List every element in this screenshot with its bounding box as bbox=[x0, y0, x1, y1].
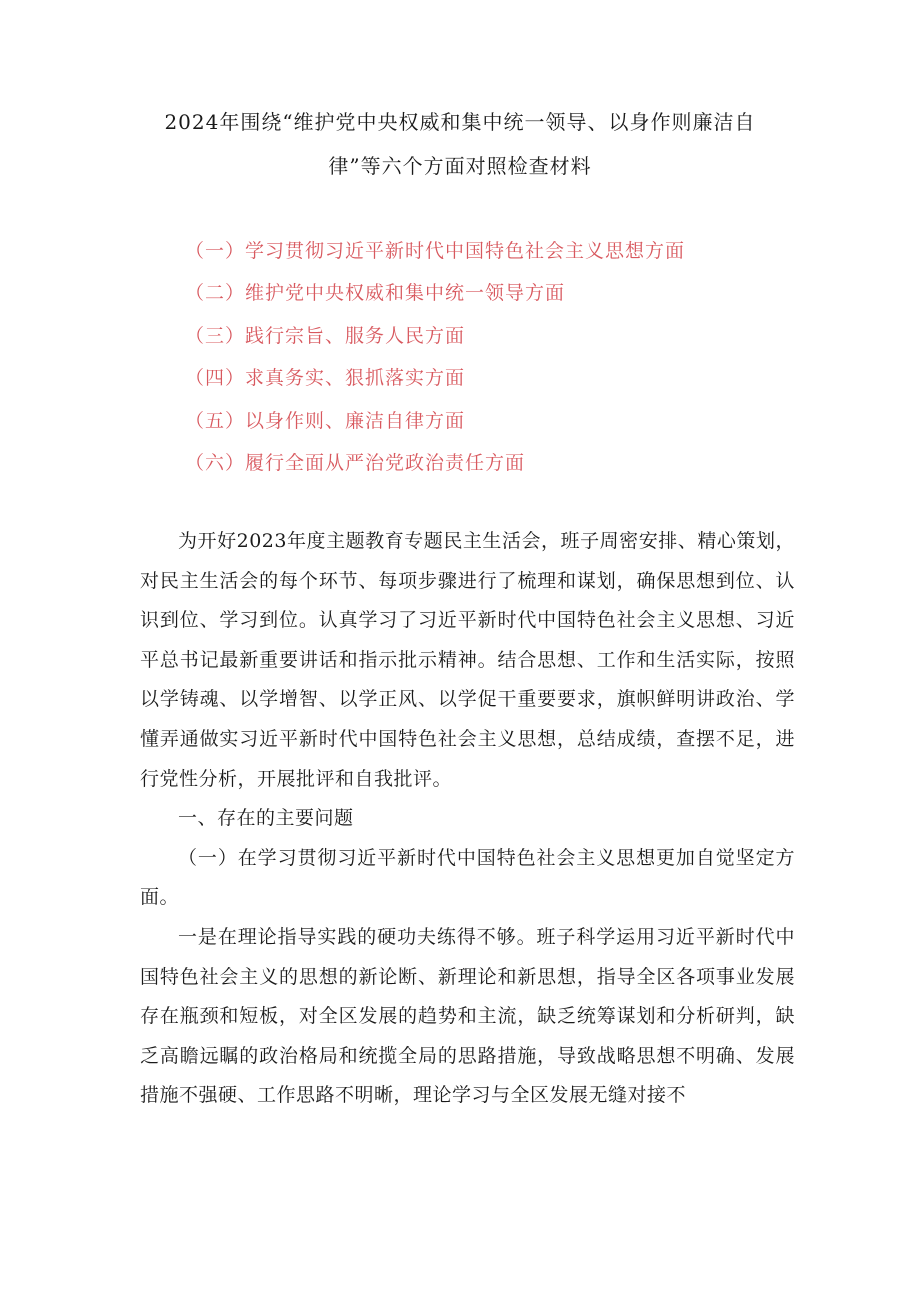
section-heading: 一、存在的主要问题 bbox=[178, 807, 354, 830]
table-of-contents bbox=[185, 230, 685, 484]
toc-item-4[interactable]: （四）求真务实、狠抓落实方面 bbox=[185, 367, 466, 390]
toc-item-3[interactable]: （三）践行宗旨、服务人民方面 bbox=[185, 324, 466, 347]
intro-paragraph: 为开好2023年度主题教育专题民主生活会，班子周密安排、精心策划，对民主生活会的每个环节、每项步骤进行了梳理和谋划，确保思想到位、认识到位、学习到位。认真学习了习近平新时代中国特色社会主义思想、习近平总书记最新重要讲话和指示批示精神。结合思想、工作和生活实际，按照以学铸魂、以学增智、以学正风、以学促干重要要求，旗帜鲜明讲政治、学懂弄通做实习近平新时代中国特色社会主义思想，总结成绩，查摆不足，进行党性分析，开展批评和自我批评。 bbox=[140, 530, 795, 790]
toc-item-1[interactable]: （一）学习贯彻习近平新时代中国特色社会主义思想方面 bbox=[185, 240, 686, 262]
toc-item-2[interactable]: （二）维护党中央权威和集中统一领导方面 bbox=[185, 282, 566, 305]
document-title: 2024年围绕“维护党中央权威和集中统一领导、以身作则廉洁自律”等六个方面对照检查材料 bbox=[164, 110, 756, 178]
document-body bbox=[140, 522, 795, 1116]
subsection-heading: （一）在学习贯彻习近平新时代中国特色社会主义思想更加自觉坚定方面。 bbox=[140, 846, 795, 909]
toc-item-6[interactable]: （六）履行全面从严治党政治责任方面 bbox=[185, 452, 526, 475]
body-paragraph: 一是在理论指导实践的硬功夫练得不够。班子科学运用习近平新时代中国特色社会主义的思想的新论断、新理论和新思想，指导全区各项事业发展存在瓶颈和短板，对全区发展的趋势和主流，缺乏统筹谋划和分析研判，缺乏高瞻远瞩的政治格局和统揽全局的思路措施，导致战略思想不明确、发展措施不强硬、工作思路不明晰，理论学习与全区发展无缝对接不 bbox=[140, 925, 795, 1107]
toc-item-5[interactable]: （五）以身作则、廉洁自律方面 bbox=[185, 409, 466, 432]
